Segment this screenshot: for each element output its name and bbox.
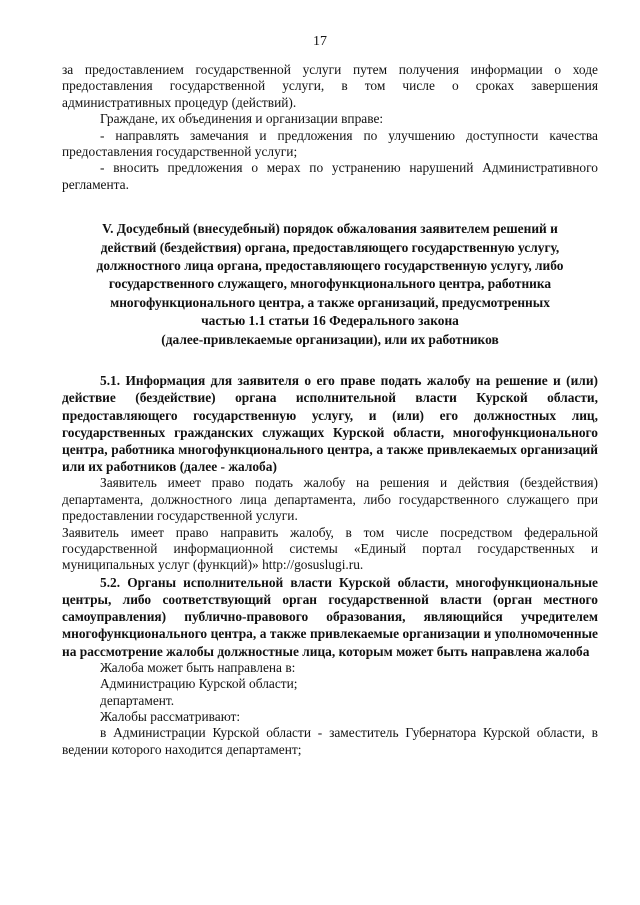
heading-line: должностного лица органа, предоставляющего государственную услугу, либо [96,258,564,274]
paragraph-administration: Администрацию Курской области; [100,676,298,692]
heading-line: V. Досудебный (внесудебный) порядок обжалования заявителем решений и [102,221,558,237]
heading-line: государственного служащего, многофункционального центра, работника [108,276,552,292]
paragraph-proposals: - вносить предложения о мерах по устранению нарушений Административного регламента. [62,160,598,192]
paragraph-federal-portal: Заявитель имеет право направить жалобу, в том числе посредством федеральной государственной информационной системы «Единый портал государственных и муниципальных услуг (функций)» http://gosuslugi.ru. [62,524,598,573]
paragraph-5-1: 5.1. Информация для заявителя о его праве подать жалобу на решение и (или) действие (бездействие) органа исполнительной власти Курской области, предоставляющего государственную услугу, и (или) его должностных лиц, государственных гражданских служащих Курской области, многофункционального центра, работника многофункционального центра, а также привлекаемых организаций или их работников (далее - жалоба) [62,373,598,475]
paragraph-deputy-governor: в Администрации Курской области - заместитель Губернатора Курской области, в ведении которого находится департамент; [62,725,598,757]
paragraph-right-to-complain: Заявитель имеет право подать жалобу на решения и действия (бездействия) департамента, должностного лица департамента, либо государственного служащего при предоставлении государственной услуги. [62,475,598,524]
paragraph-citizens-rights: Граждане, их объединения и организации вправе: [100,111,384,127]
paragraph-intro: за предоставлением государственной услуги путем получения информации о ходе предоставления государственной услуги, в том числе о сроках завершения административных процедур (действий). [62,62,598,110]
heading-line: (далее-привлекаемые организации), или их работников [161,331,499,347]
paragraph-5-2: 5.2. Органы исполнительной власти Курской области, многофункциональные центры, либо соответствующий орган государственной власти (орган местного самоуправления) публично-правового образования, являющийся учредителем многофункционального центра, а также привлекаемые организации и уполномоченные на рассмотрение жалобы должностные лица, которым может быть направлена жалоба [62,574,598,659]
heading-line: действий (бездействия) органа, предоставляющего государственную услугу, [100,239,560,255]
heading-line: частью 1.1 статьи 16 Федерального закона [201,313,459,329]
paragraph-department: департамент. [100,692,175,708]
paragraph-complaint-to: Жалоба может быть направлена в: [100,659,296,675]
document-body [62,62,598,758]
paragraph-remarks: - направлять замечания и предложения по улучшению доступности качества предоставления государственной услуги; [62,127,598,160]
heading-line: многофункционального центра, а также организаций, предусмотренных [110,294,550,310]
section-heading [62,220,598,349]
paragraph-reviewers: Жалобы рассматривают: [100,708,241,724]
page-number: 17 [313,34,327,49]
